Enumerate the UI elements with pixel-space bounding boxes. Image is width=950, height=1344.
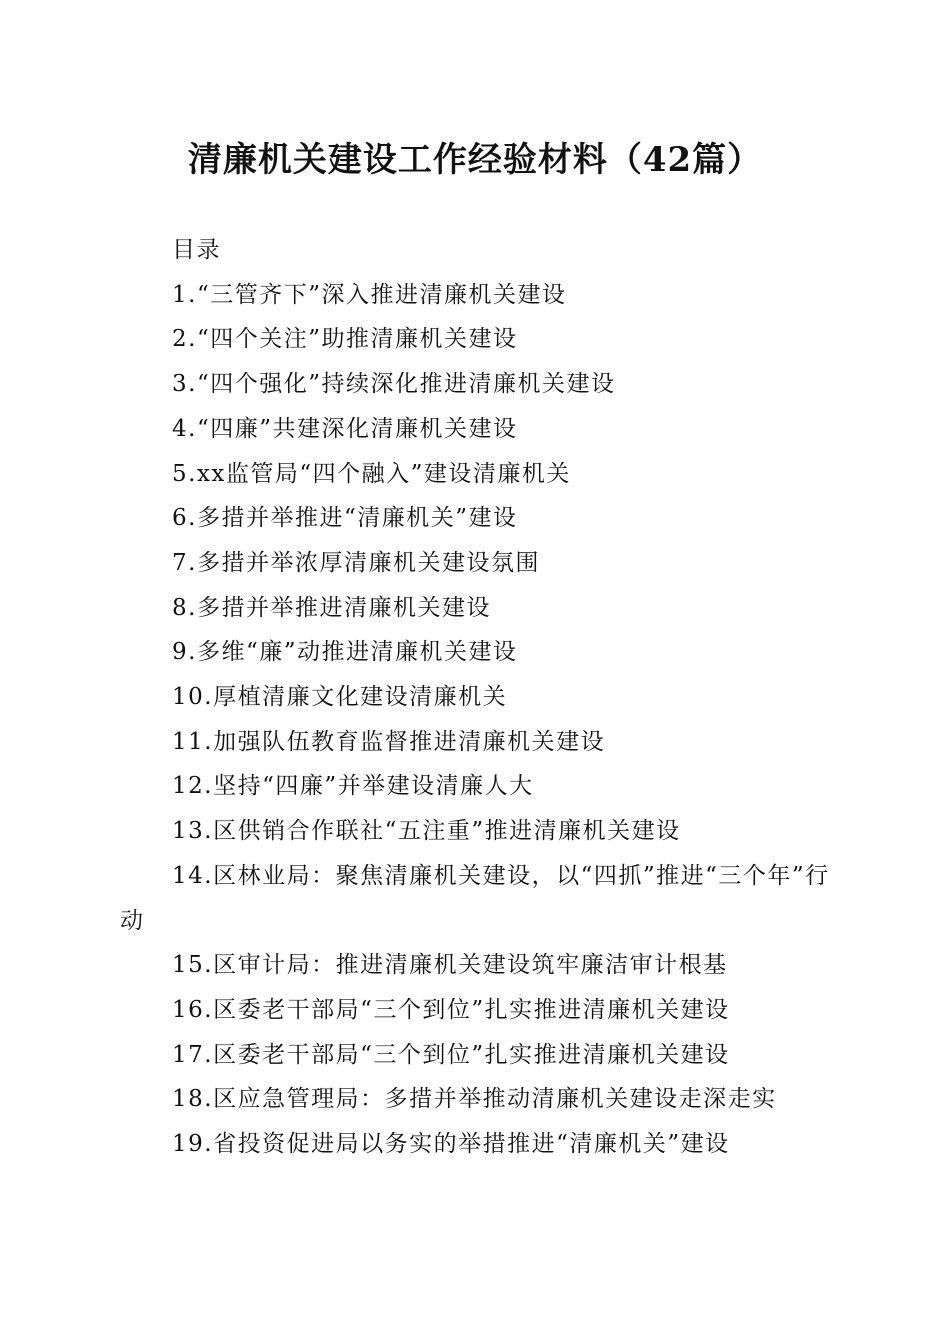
toc-item: 3.“四个强化”持续深化推进清廉机关建设 [172,371,616,398]
document-title: 清廉机关建设工作经验材料（42篇） [187,140,763,180]
toc-item: 17.区委老干部局“三个到位”扎实推进清廉机关建设 [172,1041,730,1068]
toc-item: 15.区审计局：推进清廉机关建设筑牢廉洁审计根基 [172,952,728,979]
toc-item: 4.“四廉”共建深化清廉机关建设 [172,415,518,442]
toc-item: 1.“三管齐下”深入推进清廉机关建设 [172,281,567,308]
toc-item: 13.区供销合作联社“五注重”推进清廉机关建设 [172,818,681,845]
toc-item: 9.多维“廉”动推进清廉机关建设 [172,639,518,666]
toc-item: 19.省投资促进局以务实的举措推进“清廉机关”建设 [172,1131,730,1158]
toc-item: 6.多措并举推进“清廉机关”建设 [172,505,518,532]
toc-item: 2.“四个关注”助推清廉机关建设 [172,326,518,353]
toc-item: 12.坚持“四廉”并举建设清廉人大 [172,773,534,800]
toc-item: 11.加强队伍教育监督推进清廉机关建设 [172,728,606,755]
toc-item: 10.厚植清廉文化建设清廉机关 [172,684,508,711]
toc-item: 8.多措并举推进清廉机关建设 [172,594,491,621]
table-of-contents [120,228,832,1167]
toc-item: 18.区应急管理局：多措并举推动清廉机关建设走深走实 [172,1086,777,1113]
toc-item: 5.xx监管局“四个融入”建设清廉机关 [172,460,571,487]
toc-item: 7.多措并举浓厚清廉机关建设氛围 [172,549,540,576]
toc-item: 14.区林业局：聚焦清廉机关建设，以“四抓”推进“三个年”行动 [120,862,830,934]
toc-heading: 目录 [172,237,221,263]
toc-item: 16.区委老干部局“三个到位”扎实推进清廉机关建设 [172,996,730,1023]
